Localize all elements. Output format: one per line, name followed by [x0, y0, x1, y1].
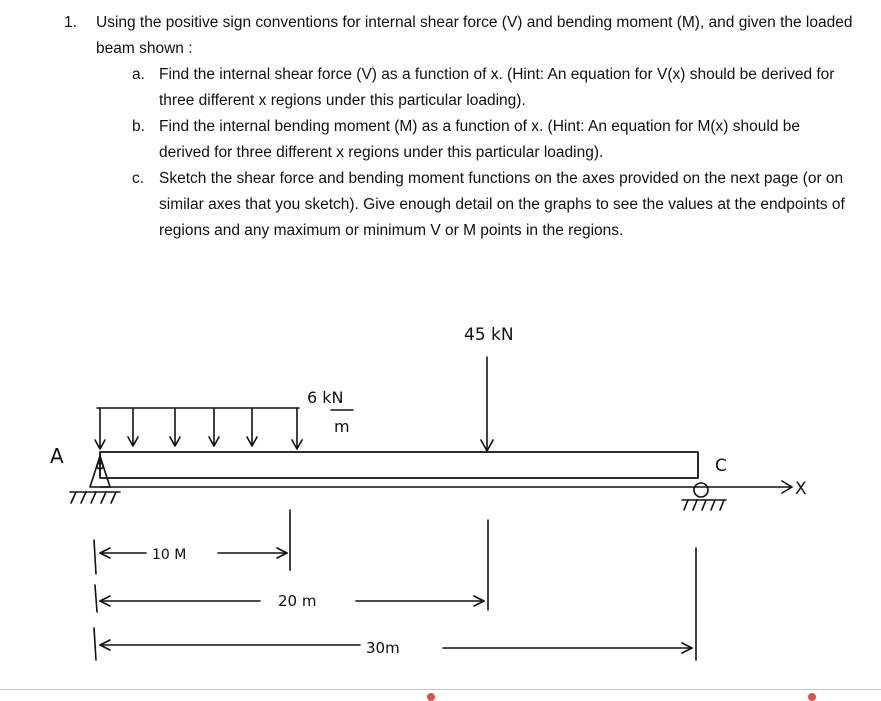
page-marker-dot: [808, 693, 816, 701]
page-marker-dot: [427, 693, 435, 701]
dim-line-10m: [94, 510, 290, 574]
part-a-letter: a.: [132, 66, 145, 83]
beam: [100, 452, 698, 478]
distributed-load: [95, 408, 302, 449]
dim-20-label: 20 m: [278, 592, 317, 610]
part-c-letter: c.: [132, 170, 145, 187]
point-load-label: 45 kN: [464, 325, 514, 345]
support-a-label: A: [50, 444, 64, 468]
point-load-arrow: [481, 357, 493, 451]
part-a-text: Find the internal shear force (V) as a function of x. (Hint: An equation for V(x) should be derived for three different x regions under this particular loading).: [159, 66, 835, 109]
support-c-label: C: [715, 456, 727, 476]
problem-intro: Using the positive sign conventions for internal shear force (V) and bending moment (M), and given the loaded beam shown :: [96, 14, 853, 57]
part-b-letter: b.: [132, 118, 145, 135]
x-axis-label: X: [795, 479, 807, 499]
dist-load-unit: m: [334, 417, 350, 436]
part-c-text: Sketch the shear force and bending moment functions on the axes provided on the next page (or on similar axes that you sketch). Give enough detail on the graphs to see the values at the endpoints of regions and any maximum or minimum V or M points in the regions.: [159, 170, 845, 239]
dim-30-label: 30m: [366, 639, 400, 657]
dim-10-label: 10 M: [152, 547, 187, 563]
problem-number: 1.: [64, 14, 77, 31]
support-a-pin: [70, 456, 120, 503]
dist-load-value: 6 kN: [307, 388, 344, 407]
part-b-text: Find the internal bending moment (M) as a function of x. (Hint: An equation for M(x) should be derived for three different x regions under this particular loading).: [159, 118, 800, 161]
x-axis: [100, 481, 792, 493]
page-divider: [0, 689, 881, 690]
